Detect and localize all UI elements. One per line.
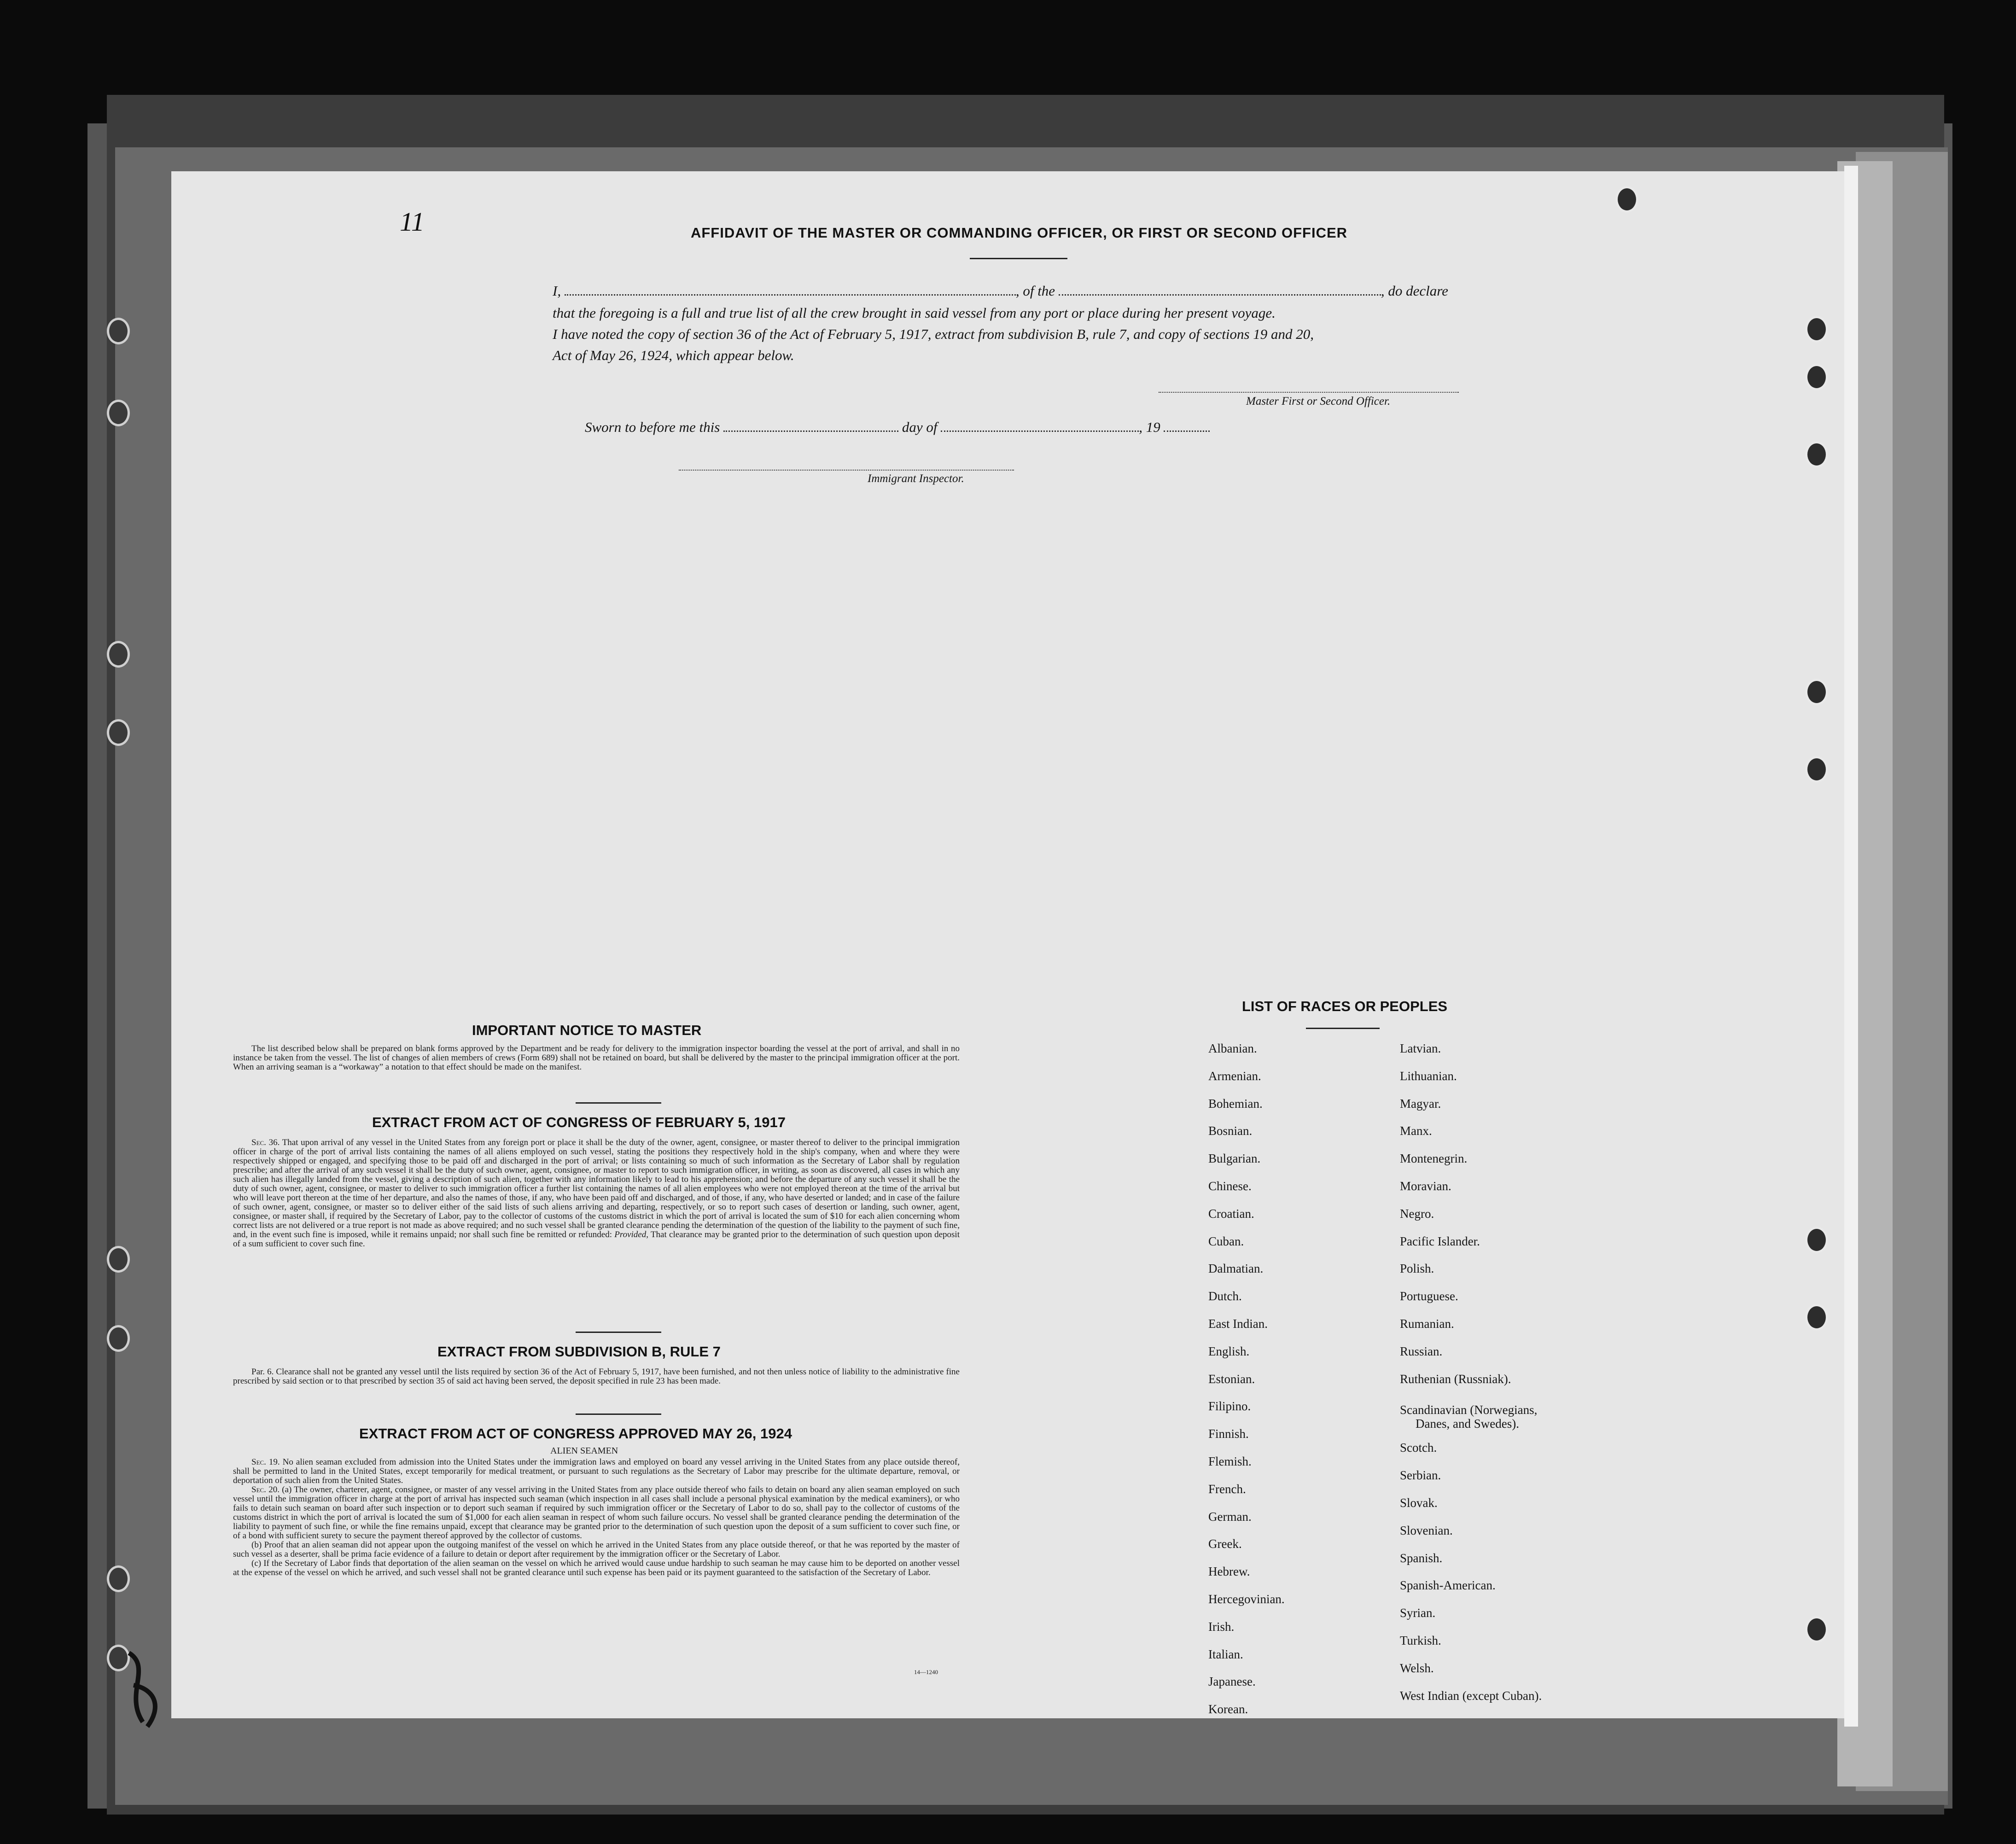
title-rule (970, 258, 1067, 259)
race-item: East Indian. (1208, 1316, 1268, 1331)
race-item: Negro. (1400, 1206, 1434, 1221)
punch-hole (1615, 186, 1638, 213)
races-title: LIST OF RACES OR PEOPLES (1241, 998, 1448, 1014)
race-item: Welsh. (1400, 1661, 1434, 1675)
handwritten-page-number: 11 (400, 207, 425, 237)
race-item: Japanese. (1208, 1675, 1256, 1689)
affidavit-declaration (553, 283, 1448, 299)
race-item: Greek. (1208, 1537, 1242, 1551)
punch-hole (1805, 441, 1828, 468)
declaration-prefix: I, (553, 283, 561, 299)
races-left-column (1208, 1041, 1285, 1730)
race-item: Rumanian. (1400, 1316, 1454, 1331)
vessel-blank (1059, 284, 1381, 296)
race-item: Moravian. (1400, 1179, 1451, 1193)
sworn-day-of: day of (902, 419, 938, 435)
declaration-of: , of the (1015, 283, 1055, 299)
race-item: Bohemian. (1208, 1096, 1263, 1111)
section-20c-text: (c) If the Secretary of Labor finds that deportation of the alien seaman on the vessel on which he arrived would cause undue hardship to such seaman he may cause him to be deported on another vessel at the expense of the vessel on which he arrived, and such vessel shall not be granted clearance until such expense has been paid or its payment guaranteed to the satisfaction of the Secretary of Labor. (233, 1559, 960, 1577)
section-20a-text: (a) The owner, charterer, agent, consignee, or master of any vessel arriving in the United States from any place outside thereof who fails to detain on board any alien seaman employed on such vessel until the immigration officer in charge at the port of arrival has inspected such seaman (which inspection in all cases shall include a personal physical examination by the medical examiners), or who fails to detain such seaman on board after such inspection or to deport such seaman if required by such immigration officer or the Secretary of Labor to do so, shall pay to the collector of customs of the customs district in which the port of arrival is located the sum of $1,000 for each alien seaman in respect of whom such failure occurs. No vessel shall be granted clearance pending the determination of the liability to payment of such fine, or while the fine remains unpaid, except that clearance may be granted prior to the determination of such question upon the deposit of a sum sufficient to cover such fine, or of a bond with sufficient surety to secure the payment thereof approved by the collector of customs. (233, 1485, 960, 1541)
affidavit-title: AFFIDAVIT OF THE MASTER OR COMMANDING OFFICER, OR FIRST OR SECOND OFFICER (690, 225, 1348, 241)
punch-hole (1805, 364, 1828, 390)
master-signature-label: Master First or Second Officer. (1246, 395, 1391, 407)
punch-hole (107, 400, 130, 426)
section-rule (576, 1414, 661, 1415)
race-item: Syrian. (1400, 1606, 1436, 1620)
form-number: 14—1240 (914, 1669, 938, 1675)
punch-hole (107, 1325, 130, 1352)
handwritten-mark (115, 1639, 175, 1731)
year-blank (1164, 420, 1210, 432)
race-item: Dutch. (1208, 1289, 1242, 1303)
race-item: Spanish-American. (1400, 1578, 1496, 1593)
extract-1924-title: EXTRACT FROM ACT OF CONGRESS APPROVED MAY 26, 1924 (359, 1425, 792, 1442)
section-20b-text: (b) Proof that an alien seaman did not appear upon the outgoing manifest of the vessel on which he arrived in the United States from any place outside thereof, or that he was reported by the master of such vessel as a deserter, shall be prima facie evidence of a failure to detain or deport after requirement by the immigration officer or the Secretary of Labor. (233, 1540, 960, 1559)
race-item: English. (1208, 1344, 1250, 1358)
punch-hole (1805, 1616, 1828, 1643)
notice-paragraph: The list described below shall be prepared on blank forms approved by the Department and be ready for delivery to the immigration inspector boarding the vessel at the port of arrival, and shall in no instance be taken from the vessel. The list of changes of alien members of crews (Form 689) shall not be retained on board, but shall be delivered by the master to the principal immigration officer at the port. When an arriving seaman is a “workaway” a notation to that effect should be made on the manifest. (233, 1044, 960, 1072)
notice-title: IMPORTANT NOTICE TO MASTER (472, 1022, 702, 1038)
section-label: Sec. 19. (251, 1457, 280, 1467)
race-item: Hebrew. (1208, 1565, 1250, 1579)
race-item: Croatian. (1208, 1206, 1254, 1221)
race-item: Chinese. (1208, 1179, 1252, 1193)
race-item: Russian. (1400, 1344, 1443, 1358)
race-item: Polish. (1400, 1262, 1434, 1276)
race-item: Pacific Islander. (1400, 1234, 1480, 1248)
race-item: Turkish. (1400, 1633, 1441, 1647)
section-rule (576, 1332, 661, 1333)
sworn-year: , 19 (1139, 419, 1160, 435)
page-edge (1844, 166, 1858, 1727)
declaration-suffix: , do declare (1381, 283, 1448, 299)
race-item: Dalmatian. (1208, 1262, 1264, 1276)
alien-seamen-subtitle: ALIEN SEAMEN (550, 1446, 618, 1456)
race-item: Lithuanian. (1400, 1069, 1457, 1083)
punch-hole (107, 1565, 130, 1592)
extract-1917-title: EXTRACT FROM ACT OF CONGRESS OF FEBRUARY 5, 1917 (372, 1114, 786, 1130)
race-item: Filipino. (1208, 1399, 1251, 1414)
extract-1917-text (233, 1138, 960, 1249)
race-item: Slovenian. (1400, 1523, 1453, 1537)
name-blank (565, 284, 1016, 296)
race-item: Serbian. (1400, 1468, 1441, 1483)
affidavit-text-line: Act of May 26, 1924, which appear below. (553, 347, 794, 363)
month-blank (941, 420, 1139, 432)
race-item: Magyar. (1400, 1096, 1441, 1111)
subdivision-b-title: EXTRACT FROM SUBDIVISION B, RULE 7 (437, 1344, 721, 1360)
proviso-label: Provided, (614, 1230, 648, 1239)
punch-hole (107, 641, 130, 668)
race-item: Danes, and Swedes). (1416, 1417, 1519, 1431)
punch-hole (107, 1246, 130, 1273)
punch-hole (1805, 1227, 1828, 1253)
race-item: Finnish. (1208, 1427, 1249, 1441)
race-item: Bosnian. (1208, 1124, 1253, 1138)
race-item: Portuguese. (1400, 1289, 1458, 1303)
race-item: Ruthenian (Russniak). (1400, 1372, 1511, 1386)
extract-1924-text (233, 1458, 960, 1577)
punch-hole (1805, 756, 1828, 783)
race-item: Hercegovinian. (1208, 1592, 1285, 1606)
section-label: Sec. 36. (251, 1138, 280, 1147)
race-item: Albanian. (1208, 1041, 1257, 1055)
race-item: Irish. (1208, 1619, 1235, 1634)
race-item: Manx. (1400, 1124, 1432, 1138)
punch-hole (1805, 316, 1828, 343)
race-item: German. (1208, 1509, 1252, 1524)
inspector-label: Immigrant Inspector. (868, 472, 964, 485)
day-blank (723, 420, 898, 432)
race-item: Montenegrin. (1400, 1152, 1468, 1166)
punch-hole (1805, 679, 1828, 705)
race-item: Estonian. (1208, 1372, 1255, 1386)
section-19-text: No alien seaman excluded from admission into the United States under the immigration laws and employed on board any vessel arriving in the United States from any place outside thereof, shall be permitted to land in the United States, except temporarily for medical treatment, or pursuant to such regulations as the Secretary of Labor may prescribe for the ultimate departure, removal, or deportation of such alien from the United States. (233, 1457, 960, 1485)
section-label: Sec. 20. (251, 1485, 280, 1495)
master-signature-line (1159, 392, 1459, 394)
race-item: Slovak. (1400, 1495, 1438, 1510)
subdivision-b-text (233, 1367, 960, 1386)
race-item: French. (1208, 1482, 1246, 1496)
race-item: Scandinavian (Norwegians, (1400, 1403, 1538, 1417)
paragraph-6-text: Par. 6. Clearance shall not be granted any vessel until the lists required by section 36 of the Act of February 5, 1917, have been furnished, and not then unless notice of liability to the administrative fine prescribed by said section or to that prescribed by section 35 of said act having been served, the deposit specified in rule 23 has been made. (233, 1367, 960, 1386)
proviso-text: That clearance may be granted prior to the determination of such question upon deposit of a sum sufficient to cover such fine. (233, 1230, 960, 1249)
race-item: Spanish. (1400, 1551, 1443, 1565)
races-right-column (1400, 1041, 1542, 1716)
sworn-line (585, 419, 1210, 436)
affidavit-text-line: that the foregoing is a full and true list of all the crew brought in said vessel from any port or place during her present voyage. (553, 305, 1276, 321)
race-item: Armenian. (1208, 1069, 1261, 1083)
race-item: Latvian. (1400, 1041, 1441, 1055)
race-item: West Indian (except Cuban). (1400, 1688, 1542, 1703)
race-item: Korean. (1208, 1702, 1248, 1716)
punch-hole (1805, 1304, 1828, 1331)
notice-text (233, 1044, 960, 1072)
affidavit-text-line: I have noted the copy of section 36 of the Act of February 5, 1917, extract from subdivision B, rule 7, and copy of sections 19 and 20, (553, 326, 1314, 342)
races-title-rule (1306, 1028, 1380, 1029)
punch-hole (107, 719, 130, 746)
inspector-signature-line (679, 470, 1014, 471)
section-36-text: That upon arrival of any vessel in the United States from any foreign port or place it shall be the duty of the owner, agent, consignee, or master thereof to deliver to the principal immigration officer in charge of the port of arrival lists containing the names of all aliens employed on such vessel, stating the positions they respectively hold in the ship's company, when and where they were respectively shipped or engaged, and specifying those to be paid off and discharged in the port of arrival; or lists containing so much of such information as the Secretary of Labor shall by regulation prescribe; and after the arrival of any such vessel it shall be the duty of such owner, agent, consignee, or master to report to such immigration officer, in writing, as soon as discovered, all cases in which any such alien has illegally landed from the vessel, giving a description of such alien, together with any information likely to lead to his apprehension; and before the departure of any such vessel it shall be the duty of such owner, agent, consignee, or master to deliver to such immigration officer a further list containing the names of all alien employees who were not employed thereon at the time of the arrival but who will leave port thereon at the time of her departure, and also the names of those, if any, who have been paid off and discharged, and of those, if any, who have deserted or landed; and in case of the failure of such owner, agent, consignee, or master so to deliver either of the said lists of such aliens arriving and departing, respectively, or so to report such cases of desertion or landing, such owner, agent, consignee, or master shall, if required by the Secretary of Labor, pay to the collector of customs of the customs district in which the port of arrival is located the sum of $10 for each alien concerning whom correct lists are not delivered or a true report is not made as above required; and no such vessel shall be granted clearance pending the determination of the question of the liability to the payment of such fine, and, in the event such fine is imposed, while it remains unpaid; nor shall such fine be remitted or refunded: (233, 1138, 960, 1239)
section-rule (576, 1102, 661, 1104)
race-item: Cuban. (1208, 1234, 1244, 1248)
race-item: Scotch. (1400, 1441, 1437, 1455)
race-item: Bulgarian. (1208, 1152, 1261, 1166)
sworn-prefix: Sworn to before me this (585, 419, 720, 435)
punch-hole (107, 318, 130, 344)
race-item: Flemish. (1208, 1454, 1252, 1468)
race-item: Italian. (1208, 1647, 1243, 1661)
